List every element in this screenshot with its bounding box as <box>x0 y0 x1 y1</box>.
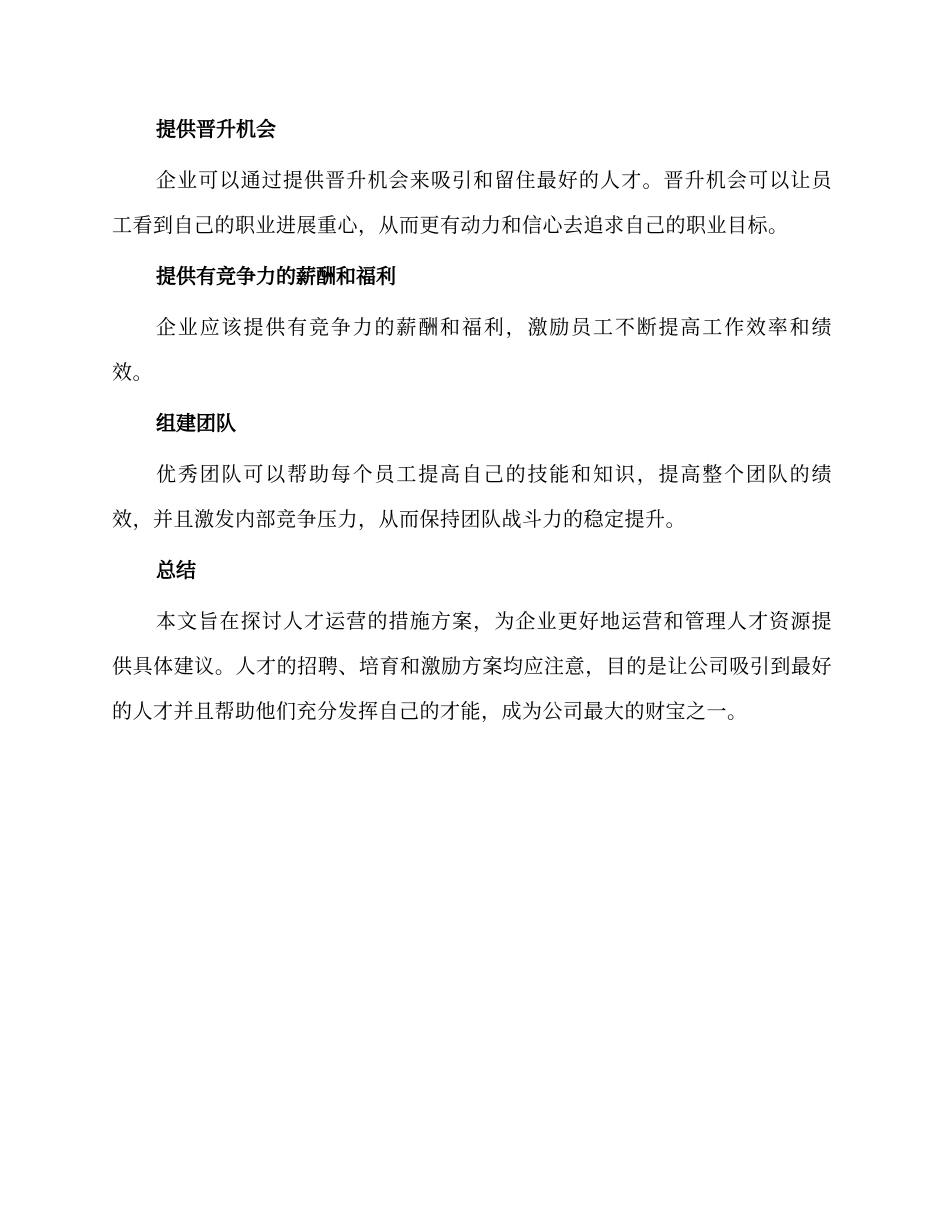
section-summary <box>112 553 832 734</box>
section-heading: 总结 <box>156 558 196 582</box>
section-heading: 提供有竞争力的薪酬和福利 <box>156 264 396 288</box>
section-team <box>112 406 832 542</box>
section-paragraph: 优秀团队可以帮助每个员工提高自己的技能和知识，提高整个团队的绩效，并且激发内部竞争压力，从而保持团队战斗力的稳定提升。 <box>112 462 832 531</box>
document-body <box>112 112 832 745</box>
section-heading: 组建团队 <box>156 411 236 435</box>
section-compensation <box>112 259 832 395</box>
section-paragraph: 本文旨在探讨人才运营的措施方案，为企业更好地运营和管理人才资源提供具体建议。人才的招聘、培育和激励方案均应注意，目的是让公司吸引到最好的人才并且帮助他们充分发挥自己的才能，成为公司最大的财宝之一。 <box>112 609 832 723</box>
section-paragraph: 企业可以通过提供晋升机会来吸引和留住最好的人才。晋升机会可以让员工看到自己的职业进展重心，从而更有动力和信心去追求自己的职业目标。 <box>112 168 832 237</box>
section-heading: 提供晋升机会 <box>156 117 276 141</box>
section-paragraph: 企业应该提供有竞争力的薪酬和福利，激励员工不断提高工作效率和绩效。 <box>112 315 832 384</box>
section-promotion <box>112 112 832 248</box>
